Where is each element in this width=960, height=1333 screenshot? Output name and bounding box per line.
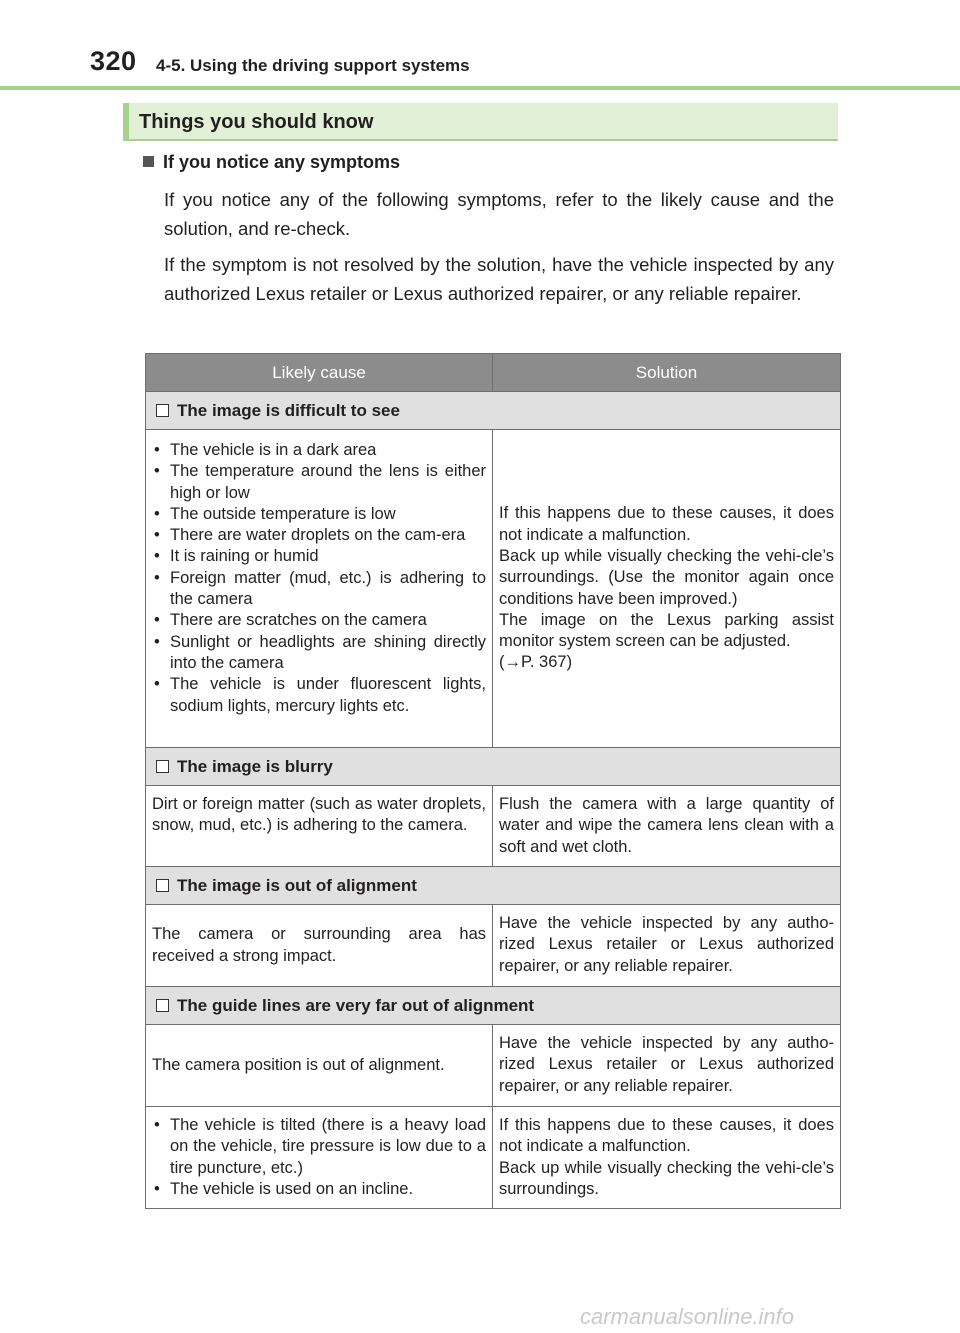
group-title: The image is difficult to see — [177, 400, 400, 420]
header-rule — [0, 86, 960, 90]
section-underline — [123, 139, 838, 141]
group-title-cell — [146, 392, 841, 430]
resolution-paragraph: If the symptom is not resolved by the solution, have the vehicle inspected by any authorized Lexus retailer or Lexus authorized repairer, or any reliable repairer. — [164, 254, 834, 304]
watermark: carmanualsonline.info — [580, 1304, 795, 1329]
column-header-likely-cause: Likely cause — [146, 354, 493, 392]
checkbox-icon — [156, 999, 169, 1012]
cause-text: Dirt or foreign matter (such as water droplets, snow, mud, etc.) is adhering to the camera. — [152, 795, 486, 835]
solution-cell — [493, 430, 841, 748]
list-item: • There are scratches on the camera — [152, 610, 486, 631]
cause-cell — [146, 786, 493, 867]
cause-list — [152, 440, 486, 717]
list-item: • Sunlight or headlights are shining directly into the camera — [152, 632, 486, 675]
group-row — [146, 392, 841, 430]
group-row — [146, 987, 841, 1025]
page-number: 320 — [90, 46, 137, 76]
checkbox-icon — [156, 404, 169, 417]
cause-list — [152, 1115, 486, 1200]
solution-cell — [493, 786, 841, 867]
table-row — [146, 786, 841, 867]
group-title-cell — [146, 987, 841, 1025]
list-item: • The vehicle is tilted (there is a heavy load on the vehicle, tire pressure is low due to a tire puncture, etc.) — [152, 1115, 486, 1179]
table-row — [146, 1107, 841, 1209]
list-item: • The vehicle is used on an incline. — [152, 1179, 486, 1200]
square-bullet-icon — [143, 156, 154, 167]
solution-line: Back up while visually checking the vehi-cle’s surroundings. (Use the monitor again once conditions have been improved.) — [499, 546, 834, 608]
solution-text: Have the vehicle inspected by any autho-rized Lexus retailer or Lexus authorized repairer, or any reliable repairer. — [499, 1034, 834, 1095]
cause-cell — [146, 430, 493, 748]
group-title-cell — [146, 748, 841, 786]
group-row — [146, 748, 841, 786]
table-row — [146, 1025, 841, 1107]
solution-text: Flush the camera with a large quantity of water and wipe the camera lens clean with a soft and wet cloth. — [499, 795, 834, 856]
symptoms-table — [145, 353, 841, 1209]
solution-line: The image on the Lexus parking assist monitor system screen can be adjusted. — [499, 610, 834, 651]
group-row — [146, 867, 841, 905]
list-item: • The outside temperature is low — [152, 504, 486, 525]
solution-cell — [493, 1107, 841, 1209]
cause-cell — [146, 1107, 493, 1209]
subsection-title: If you notice any symptoms — [163, 152, 401, 172]
cause-cell — [146, 1025, 493, 1107]
solution-cell — [493, 905, 841, 987]
solution-text: Have the vehicle inspected by any autho-rized Lexus retailer or Lexus authorized repairer, or any reliable repairer. — [499, 914, 834, 975]
cause-cell — [146, 905, 493, 987]
page-reference: (→P. 367) — [499, 653, 573, 672]
list-item: • The temperature around the lens is either high or low — [152, 461, 486, 504]
column-header-solution: Solution — [493, 354, 841, 392]
checkbox-icon — [156, 760, 169, 773]
list-item: • It is raining or humid — [152, 546, 486, 567]
solution-line: If this happens due to these causes, it does not indicate a malfunction. — [499, 504, 834, 544]
section-banner — [123, 103, 838, 139]
subsection-heading — [143, 152, 400, 173]
table-row — [146, 905, 841, 987]
list-item: • The vehicle is under fluorescent lights, sodium lights, mercury lights etc. — [152, 674, 486, 717]
solution-line: Back up while visually checking the vehi-cle’s surroundings. — [499, 1158, 834, 1198]
group-title-cell — [146, 867, 841, 905]
table-row — [146, 430, 841, 748]
chapter-title: 4-5. Using the driving support systems — [156, 56, 470, 75]
intro-paragraph: If you notice any of the following symptoms, refer to the likely cause and the solution, and re-check. — [164, 189, 834, 239]
solution-cell — [493, 1025, 841, 1107]
cause-text: The camera or surrounding area has received a strong impact. — [152, 925, 486, 965]
list-item: • Foreign matter (mud, etc.) is adhering to the camera — [152, 568, 486, 611]
table-header-row — [146, 354, 841, 392]
list-item: • There are water droplets on the cam-era — [152, 525, 486, 546]
group-title: The guide lines are very far out of alignment — [177, 995, 535, 1015]
section-title: Things you should know — [139, 111, 374, 133]
cause-text: The camera position is out of alignment. — [152, 1055, 445, 1074]
checkbox-icon — [156, 879, 169, 892]
solution-line: If this happens due to these causes, it does not indicate a malfunction. — [499, 1116, 834, 1156]
group-title: The image is out of alignment — [177, 875, 417, 895]
group-title: The image is blurry — [177, 756, 333, 776]
list-item: • The vehicle is in a dark area — [152, 440, 486, 461]
